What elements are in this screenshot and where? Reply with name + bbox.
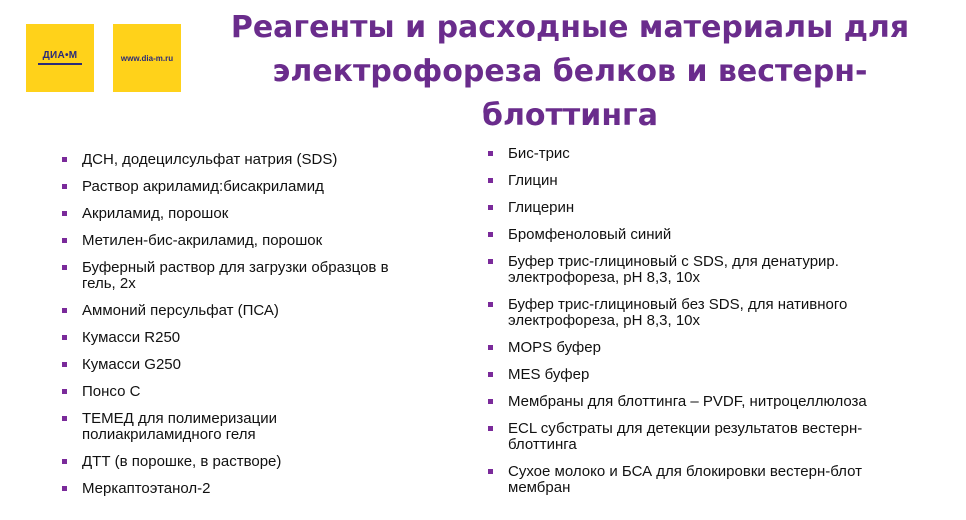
list-item-label-line-1: Сухое молоко и БСА для блокировки вестерн-блот <box>508 463 862 480</box>
bullet-icon <box>62 238 67 243</box>
list-item-label: Глицерин <box>508 199 575 216</box>
list-item-label-line-1: Буфер трис-глициновый с SDS, для денатурир. <box>508 253 839 270</box>
list-item-label: ДТТ (в порошке, в растворе) <box>82 453 282 470</box>
list-item <box>488 297 948 329</box>
list-item-label-line-1: ТЕМЕД для полимеризации <box>82 410 277 427</box>
list-item-label-line-1: Буферный раствор для загрузки образцов в <box>82 259 389 276</box>
bullet-icon <box>62 265 67 270</box>
list-item-label: Глицин <box>508 172 558 189</box>
list-item <box>62 233 462 249</box>
list-item-label: Бромфеноловый синий <box>508 226 672 243</box>
bullet-icon <box>488 232 493 237</box>
list-item-label: Меркаптоэтанол-2 <box>82 480 211 497</box>
list-item-label-line-2: полиакриламидного геля <box>82 426 256 443</box>
list-item <box>488 227 948 243</box>
list-item-label: Кумасси G250 <box>82 356 181 373</box>
list-item <box>488 464 948 496</box>
list-item <box>62 179 462 195</box>
bullet-icon <box>62 157 67 162</box>
list-item-label-line-2: блоттинга <box>508 436 577 453</box>
list-item-label: Акриламид, порошок <box>82 205 229 222</box>
list-item-label: MES буфер <box>508 366 590 383</box>
left-reagent-list <box>62 152 462 508</box>
slide-title-line-2: электрофореза белков и вестерн-блоттинга <box>272 54 868 133</box>
list-item <box>62 260 462 292</box>
list-item-label-line-2: электрофореза, pH 8,3, 10x <box>508 269 701 286</box>
list-item-label: Мембраны для блоттинга – PVDF, нитроцеллюлоза <box>508 393 867 410</box>
list-item <box>488 254 948 286</box>
bullet-icon <box>488 399 493 404</box>
bullet-icon <box>488 345 493 350</box>
list-item <box>62 454 462 470</box>
list-item-label: ДСН, додецилсульфат натрия (SDS) <box>82 151 338 168</box>
slide-title-line-1: Реагенты и расходные материалы для <box>230 10 910 45</box>
dia-m-logo-mark <box>38 51 82 65</box>
list-item <box>62 206 462 222</box>
list-item-label: Раствор акриламид:бисакриламид <box>82 178 324 195</box>
list-item-label: Аммоний персульфат (ПСА) <box>82 302 279 319</box>
list-item <box>62 384 462 400</box>
list-item <box>62 330 462 346</box>
bullet-icon <box>62 362 67 367</box>
bullet-icon <box>488 302 493 307</box>
bullet-icon <box>62 184 67 189</box>
list-item-label-line-2: мембран <box>508 479 571 496</box>
slide-title <box>190 6 950 138</box>
dia-m-logo <box>26 24 94 92</box>
bullet-icon <box>62 335 67 340</box>
logo-underline <box>38 63 82 65</box>
list-item <box>488 367 948 383</box>
bullet-icon <box>488 178 493 183</box>
bullet-icon <box>62 486 67 491</box>
list-item <box>488 146 948 162</box>
bullet-icon <box>488 426 493 431</box>
list-item <box>62 481 462 497</box>
list-item <box>488 421 948 453</box>
list-item-label: Бис-трис <box>508 145 570 162</box>
website-logo <box>113 24 181 92</box>
list-item-label: Кумасси R250 <box>82 329 181 346</box>
right-reagent-list <box>488 146 948 507</box>
list-item <box>62 152 462 168</box>
list-item <box>488 340 948 356</box>
list-item <box>62 357 462 373</box>
dia-m-logo-text: ДИА•М <box>42 50 78 61</box>
list-item-label: Понсо С <box>82 383 141 400</box>
website-url: www.dia-m.ru <box>120 53 174 63</box>
list-item <box>488 394 948 410</box>
bullet-icon <box>488 205 493 210</box>
list-item <box>62 411 462 443</box>
bullet-icon <box>488 151 493 156</box>
list-item <box>62 303 462 319</box>
bullet-icon <box>488 469 493 474</box>
list-item-label-line-1: ECL субстраты для детекции результатов вестерн- <box>508 420 863 437</box>
list-item-label: Метилен-бис-акриламид, порошок <box>82 232 323 249</box>
list-item-label-line-2: гель, 2x <box>82 275 136 292</box>
bullet-icon <box>62 459 67 464</box>
list-item-label: MOPS буфер <box>508 339 601 356</box>
bullet-icon <box>62 389 67 394</box>
list-item-label-line-2: электрофореза, pH 8,3, 10x <box>508 312 701 329</box>
bullet-icon <box>488 259 493 264</box>
bullet-icon <box>488 372 493 377</box>
bullet-icon <box>62 416 67 421</box>
bullet-icon <box>62 211 67 216</box>
list-item-label-line-1: Буфер трис-глициновый без SDS, для нативного <box>508 296 848 313</box>
list-item <box>488 173 948 189</box>
list-item <box>488 200 948 216</box>
bullet-icon <box>62 308 67 313</box>
